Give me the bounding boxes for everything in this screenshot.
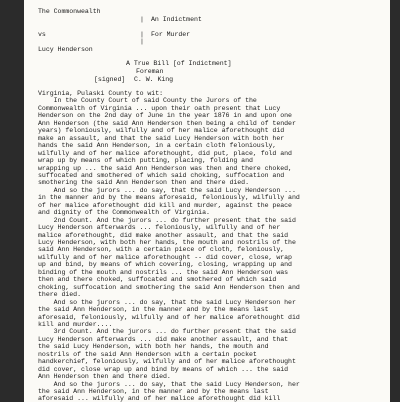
body-line: Lucy Henderson afterwards ... did make another assault, and that [38,336,288,343]
body-line: wilfully and of her malice aforethought, did put, place, fold and [38,150,292,157]
body-line: of her malice aforethought did kill and murder, against the peace [38,202,292,209]
body-line: wilfully and of her malice aforethought -- did cover, close, wrap [38,254,292,261]
body-line: years) feloniously, wilfully and of her malice aforethought did [38,127,284,134]
caption-doc-type: An Indictment [151,16,202,23]
body-line: Virginia, Pulaski County to wit: [38,90,163,97]
body-line: smothering the said Ann Henderson then and there died. [38,179,249,186]
body-line: said Ann Henderson, with a certain piece of cloth, feloniously, [38,246,284,253]
body-line: Henderson on the 2nd day of June in the year 1876 in and upon one [38,112,292,119]
body-line: And so the jurors ... do say, that the said Lucy Henderson her [38,299,296,306]
body-line: 2nd Count. And the jurors ... do further present that the said [38,217,296,224]
body-line: hands the said Ann Henderson, in a certain cloth feloniously, [38,142,276,149]
foreman-title: Foreman [136,68,163,75]
document-page [24,0,390,402]
body-line: the said Ann Henderson, in the manner and by the means last [38,388,269,395]
body-line: Commonwealth of Virginia ... upon their oath present that Lucy [38,105,280,112]
body-line: And so the jurors ... do say, that the said Lucy Henderson ... [38,187,296,194]
body-line: in the manner and by the means aforesaid, feloniously, wilfully and [38,194,300,201]
body-line: malice aforethought, did make another assault, and that the said [38,232,288,239]
body-line: Lucy Henderson, with both her hands, the mouth and nostrils of the [38,239,296,246]
body-line: suffocated and smothered of which said choking, suffocation and [38,172,284,179]
body-line: wrapping up ... the said Ann Henderson was then and there choked, [38,165,292,172]
body-line: And so the jurors ... do say, that the said Lucy Henderson, her [38,381,300,388]
body-line: and dignity of the Commonwealth of Virginia. [38,209,210,216]
caption-plaintiff: The Commonwealth [38,8,101,15]
caption-defendant: Lucy Henderson [38,46,93,53]
body-line: the said Lucy Henderson, with both her hands, the mouth and [38,343,269,350]
body-line: Lucy Henderson afterwards ... feloniously, wilfully and of her [38,224,280,231]
body-line: Ann Henderson then and there died. [38,373,171,380]
signer-name: C. W. King [134,76,173,83]
caption-bracket: | [140,38,144,45]
body-line: the said Ann Henderson, in the manner and by the means last [38,306,269,313]
body-line: handkerchief, feloniously, wilfully and of her malice aforethought [38,358,296,365]
body-line: make an assault, and that the said Lucy Henderson with both her [38,135,284,142]
body-line: up and bind, by means of which covering, closing, wrapping up and [38,261,292,268]
caption-vs: vs [38,31,46,38]
body-line: choking, suffocation and smothering the said Ann Henderson then and [38,284,300,291]
body-line: there died. [38,291,81,298]
body-line: aforesaid ... wilfully and of her malice aforethought did kill [38,395,280,402]
body-line: 3rd Count. And the jurors ... do further present that the said [38,328,296,335]
body-line: did cover, close wrap up and bind by means of which ... the said [38,366,288,373]
body-line: aforesaid, feloniously, wilfully and of her malice aforethought did [38,314,300,321]
body-line: wrap up by means of which putting, placing, folding and [38,157,253,164]
body-line: In the County Court of said County the Jurors of the [38,97,257,104]
body-line: binding of the mouth and nostrils ... the said Ann Henderson was [38,269,288,276]
caption-bracket: | [140,31,144,38]
body-line: nostrils of the said Ann Henderson with a certain pocket [38,351,257,358]
body-line: Ann Henderson (the said Ann Henderson then being a child of tender [38,120,296,127]
body-line: then and there choked, suffocated and smothered of which said [38,276,276,283]
caption-charge: For Murder [151,31,190,38]
body-line: kill and murder.... [38,321,112,328]
caption-bracket: | [140,16,144,23]
signed-marker: [signed] [94,76,125,83]
true-bill-line: A True Bill [of Indictment] [126,60,232,67]
